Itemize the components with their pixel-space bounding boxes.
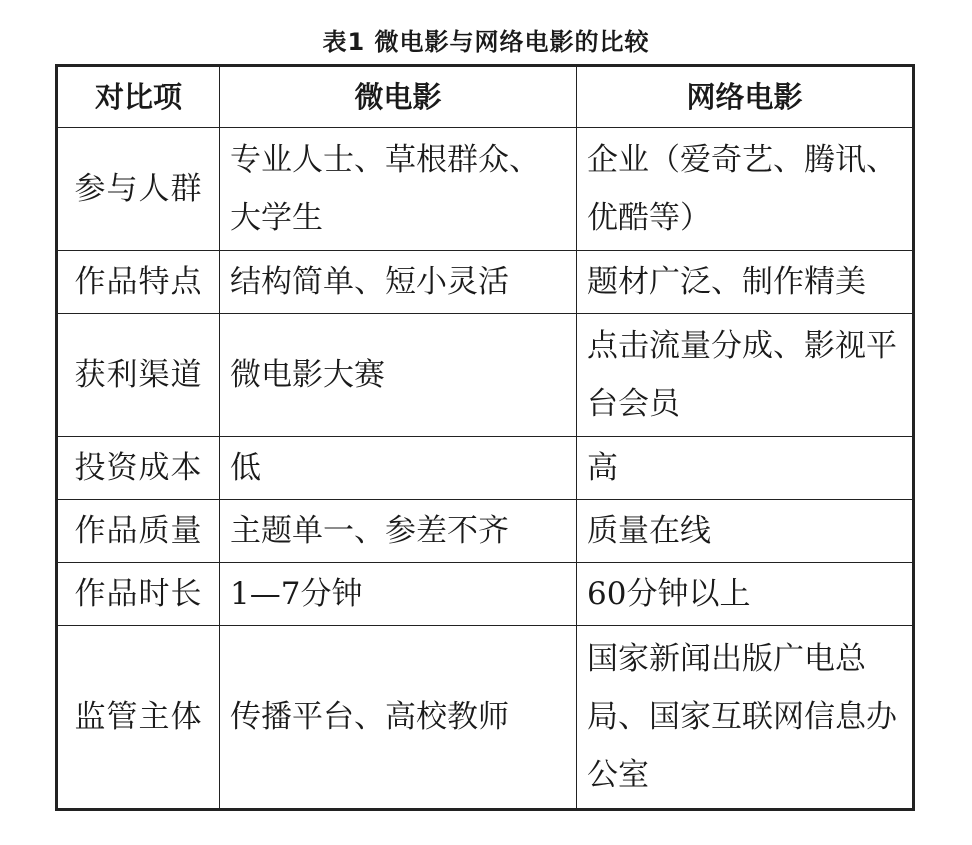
row-label: 参与人群 (57, 128, 220, 251)
online-film-cell: 60分钟以上 (577, 563, 914, 626)
table-row (57, 128, 914, 251)
micro-film-cell: 微电影大赛 (220, 314, 577, 437)
table-row (57, 500, 914, 563)
row-label: 监管主体 (57, 626, 220, 810)
row-label: 作品时长 (57, 563, 220, 626)
column-header-micro-film: 微电影 (220, 66, 577, 128)
micro-film-cell: 1—7分钟 (220, 563, 577, 626)
online-film-cell: 题材广泛、制作精美 (577, 251, 914, 314)
column-header-online-film: 网络电影 (577, 66, 914, 128)
table-row (57, 626, 914, 810)
table-row (57, 563, 914, 626)
online-film-cell: 点击流量分成、影视平台会员 (577, 314, 914, 437)
online-film-cell: 高 (577, 437, 914, 500)
online-film-cell: 质量在线 (577, 500, 914, 563)
row-label: 投资成本 (57, 437, 220, 500)
micro-film-cell: 传播平台、高校教师 (220, 626, 577, 810)
table-caption: 表1 微电影与网络电影的比较 (322, 28, 650, 56)
online-film-cell: 企业（爱奇艺、腾讯、优酷等） (577, 128, 914, 251)
micro-film-cell: 专业人士、草根群众、大学生 (220, 128, 577, 251)
table-row (57, 437, 914, 500)
row-label: 获利渠道 (57, 314, 220, 437)
row-label: 作品特点 (57, 251, 220, 314)
comparison-table (55, 64, 915, 811)
micro-film-cell: 主题单一、参差不齐 (220, 500, 577, 563)
table-header-row (57, 66, 914, 128)
online-film-cell: 国家新闻出版广电总局、国家互联网信息办公室 (577, 626, 914, 810)
micro-film-cell: 低 (220, 437, 577, 500)
row-label: 作品质量 (57, 500, 220, 563)
table-row (57, 251, 914, 314)
micro-film-cell: 结构简单、短小灵活 (220, 251, 577, 314)
table-row (57, 314, 914, 437)
column-header-item: 对比项 (57, 66, 220, 128)
